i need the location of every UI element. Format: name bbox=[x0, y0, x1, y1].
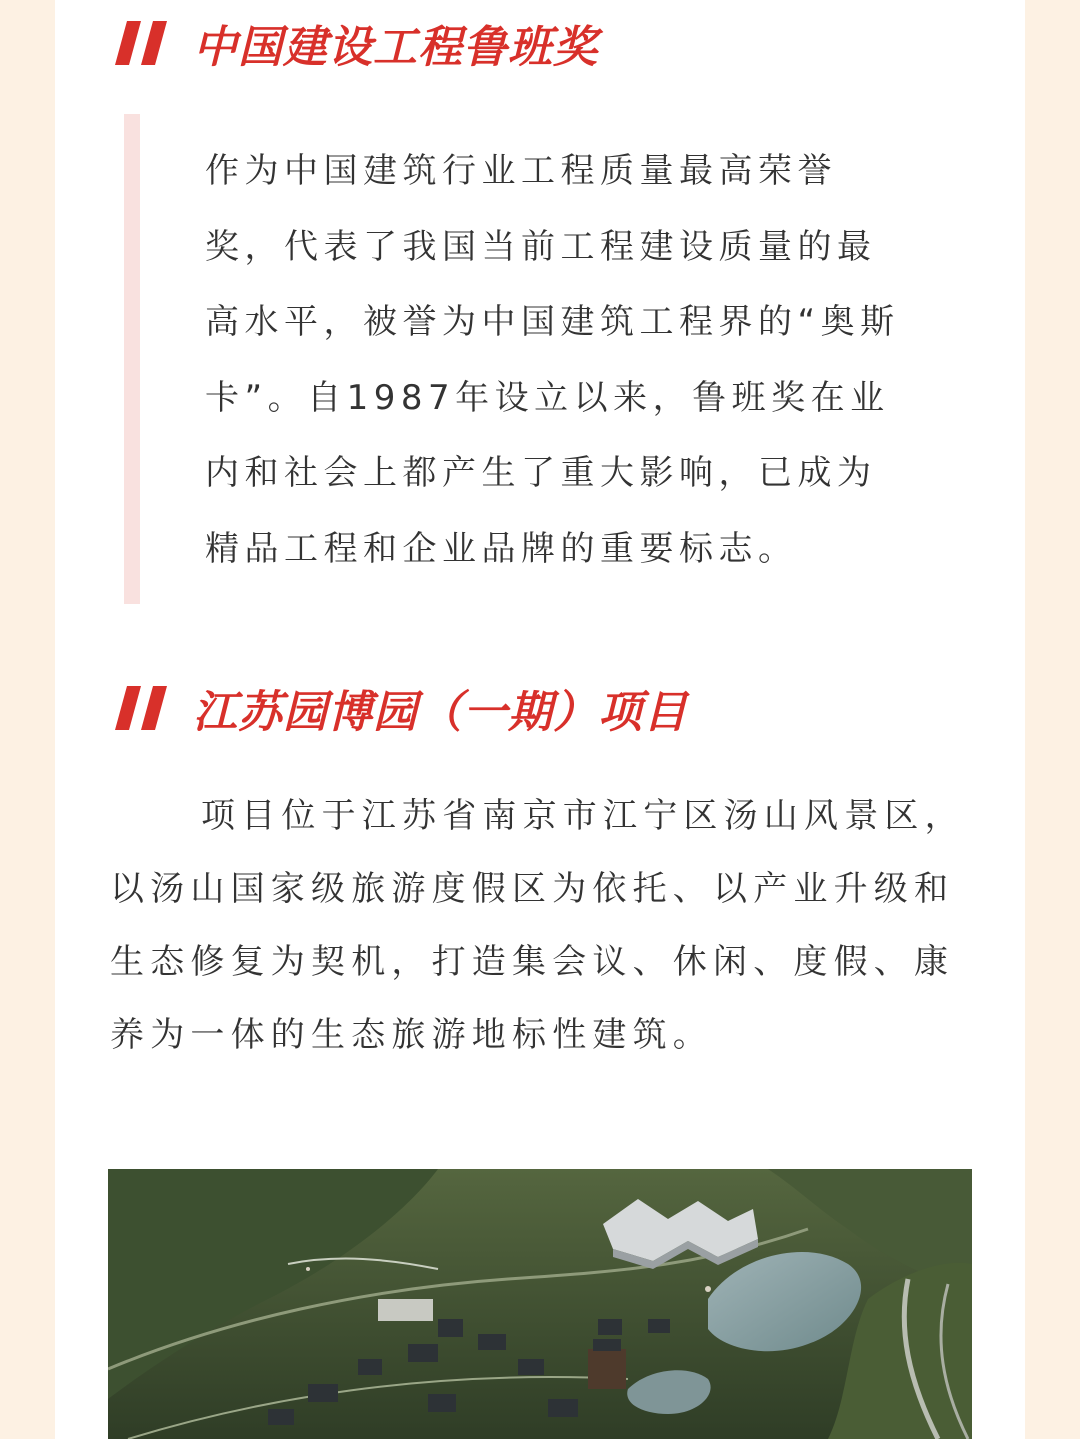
quote-bar bbox=[124, 114, 140, 604]
article-card bbox=[55, 0, 1025, 1439]
section-title: 中国建设工程鲁班奖 bbox=[193, 22, 598, 73]
project-description: 项目位于江苏省南京市江宁区汤山风景区，以汤山国家级旅游度假区为依托、以产业升级和生态修复为契机，打造集会议、休闲、度假、康养为一体的生态旅游地标性建筑。 bbox=[110, 796, 965, 1055]
aerial-photo-illustration bbox=[108, 1169, 972, 1439]
double-slash-icon bbox=[115, 21, 171, 65]
section-heading bbox=[115, 13, 598, 73]
double-slash-icon bbox=[115, 686, 171, 730]
section-title: 江苏园博园（一期）项目 bbox=[193, 687, 688, 738]
section-heading bbox=[115, 678, 688, 738]
aerial-park-photo bbox=[108, 1169, 972, 1439]
award-description: 作为中国建筑行业工程质量最高荣誉奖，代表了我国当前工程建设质量的最高水平，被誉为中国建筑工程界的“奥斯卡”。自1987年设立以来，鲁班奖在业内和社会上都产生了重大影响，已成为精品工程和企业品牌的重要标志。 bbox=[205, 151, 900, 569]
